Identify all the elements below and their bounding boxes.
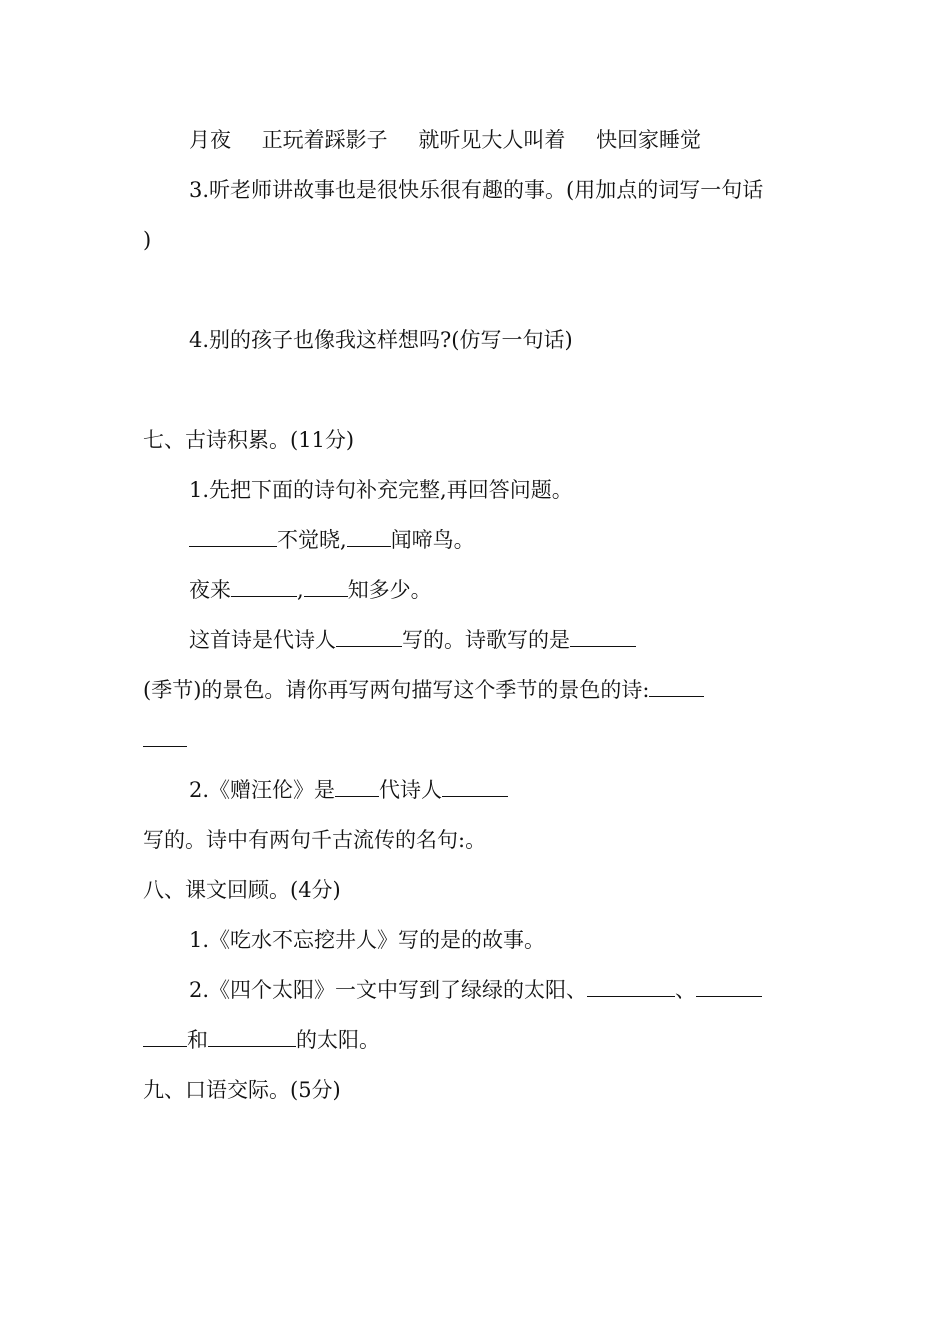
answer-blank[interactable]	[231, 576, 297, 597]
q-text: 代诗人	[379, 778, 443, 802]
info-text: (季节)的景色。请你再写两句描写这个季节的景色的诗:	[143, 678, 650, 702]
phrase-word: 就听见大人叫着	[418, 128, 566, 152]
poem-line-1	[189, 526, 475, 554]
poem-info-2	[143, 676, 704, 704]
phrase-row	[189, 126, 701, 154]
question-7-2	[189, 776, 508, 804]
q-text: 和	[187, 1028, 208, 1052]
answer-blank[interactable]	[143, 726, 187, 747]
info-text: 这首诗是代诗人	[189, 628, 336, 652]
answer-blank[interactable]	[347, 526, 391, 547]
answer-blank[interactable]	[696, 976, 762, 997]
poem-text: 闻啼鸟。	[390, 528, 475, 552]
question-6-3-close: )	[143, 228, 152, 252]
answer-blank[interactable]	[570, 626, 636, 647]
answer-blank[interactable]	[442, 776, 508, 797]
phrase-word: 月夜	[189, 128, 231, 152]
question-6-3: 3.听老师讲故事也是很快乐很有趣的事。(用加点的词写一句话	[189, 178, 764, 202]
answer-blank[interactable]	[336, 626, 402, 647]
poem-text: 不觉晓,	[277, 528, 347, 552]
poem-info-2-continue	[143, 726, 187, 754]
question-7-2-continue: 写的。诗中有两句千古流传的名句:。	[143, 828, 487, 852]
q-text: 2.《四个太阳》一文中写到了绿绿的太阳、	[189, 978, 588, 1002]
phrase-word: 快回家睡觉	[596, 128, 702, 152]
question-8-1: 1.《吃水不忘挖井人》写的是的故事。	[189, 928, 546, 952]
info-text: 写的。诗歌写的是	[402, 628, 570, 652]
poem-text: 夜来	[189, 578, 231, 602]
answer-blank[interactable]	[143, 1026, 187, 1047]
answer-blank[interactable]	[649, 676, 704, 697]
answer-blank[interactable]	[304, 576, 348, 597]
section-7-heading: 七、古诗积累。(11分)	[143, 428, 355, 452]
question-6-4: 4.别的孩子也像我这样想吗?(仿写一句话)	[189, 328, 573, 352]
section-9-heading: 九、口语交际。(5分)	[143, 1078, 341, 1102]
poem-line-2	[189, 576, 432, 604]
poem-info	[189, 626, 636, 654]
question-7-1: 1.先把下面的诗句补充完整,再回答问题。	[189, 478, 573, 502]
question-8-2-continue	[143, 1026, 380, 1054]
poem-text: 知多少。	[347, 578, 432, 602]
answer-blank[interactable]	[335, 776, 379, 797]
q-text: 、	[675, 978, 697, 1002]
answer-blank[interactable]	[189, 526, 277, 547]
phrase-word: 正玩着踩影子	[261, 128, 388, 152]
q-text: 的太阳。	[296, 1028, 380, 1052]
section-8-heading: 八、课文回顾。(4分)	[143, 878, 341, 902]
question-8-2	[189, 976, 762, 1004]
q-text: 2.《赠汪伦》是	[189, 778, 336, 802]
answer-blank[interactable]	[208, 1026, 296, 1047]
poem-text: ,	[297, 578, 304, 602]
answer-blank[interactable]	[587, 976, 675, 997]
